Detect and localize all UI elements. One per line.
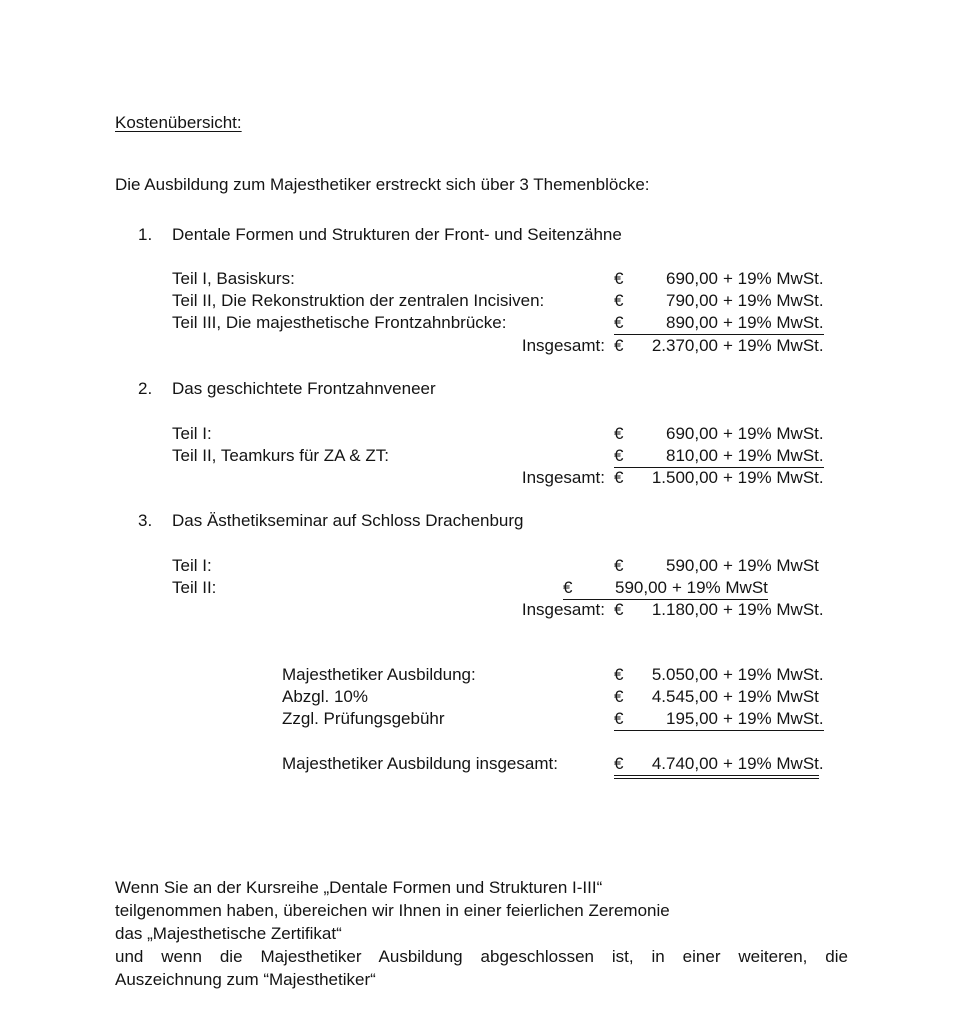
block-heading (0, 378, 966, 400)
amount: 590,00 (615, 578, 667, 597)
footer-line: Wenn Sie an der Kursreihe „Dentale Formen und Strukturen I-III“ (115, 878, 603, 897)
price-row (0, 445, 966, 467)
vat-suffix: + 19% MwSt. (723, 424, 824, 443)
subtotal-label: Insgesamt: (521, 468, 605, 487)
grand-total-value (614, 753, 824, 779)
subtotal-label: Insgesamt: (521, 600, 605, 619)
price-value (614, 290, 824, 312)
amount: 690,00 (666, 424, 718, 443)
block-heading (0, 224, 966, 246)
subtotal-value (614, 467, 824, 489)
row-label: Teil I, Basiskurs: (172, 269, 295, 288)
block-heading-text: Das geschichtete Frontzahnveneer (172, 379, 436, 398)
amount: 1.180,00 (651, 600, 718, 619)
block-heading-text: Dentale Formen und Strukturen der Front- und Seitenzähne (172, 225, 622, 244)
vat-suffix: + 19% MwSt. (723, 269, 824, 288)
euro-sign: € (614, 709, 624, 728)
row-label: Teil I: (172, 424, 212, 443)
euro-sign: € (614, 446, 624, 465)
vat-suffix: + 19% MwSt. (723, 665, 824, 684)
amount: 195,00 (666, 709, 718, 728)
euro-sign: € (614, 313, 624, 332)
block-heading (0, 510, 966, 532)
amount: 810,00 (666, 446, 718, 465)
intro-text: Die Ausbildung zum Majesthetiker erstreckt sich über 3 Themenblöcke: (115, 175, 650, 194)
vat-suffix: + 19% MwSt. (723, 468, 824, 487)
row-label: Teil III, Die majesthetische Frontzahnbrücke: (172, 313, 507, 332)
amount: 4.740,00 (651, 754, 718, 773)
vat-suffix: + 19% MwSt. (723, 600, 824, 619)
summary-row (0, 664, 966, 686)
grand-total-label: Majesthetiker Ausbildung insgesamt: (282, 754, 558, 773)
amount: 690,00 (666, 269, 718, 288)
euro-sign: € (614, 336, 624, 355)
amount: 4.545,00 (651, 687, 718, 706)
euro-sign: € (614, 687, 624, 706)
row-label: Teil I: (172, 556, 212, 575)
price-value (614, 664, 824, 686)
price-row (0, 423, 966, 445)
price-row (0, 577, 966, 599)
summary-label: Abzgl. 10% (282, 687, 368, 706)
footer-line-justified: und wenn die Majesthetiker Ausbildung abgeschlossen ist, in einer weiteren, die (115, 947, 848, 966)
price-value-underlined (563, 577, 768, 600)
row-label: Teil II, Teamkurs für ZA & ZT: (172, 446, 389, 465)
summary-label: Majesthetiker Ausbildung: (282, 665, 476, 684)
euro-sign: € (614, 424, 624, 443)
subtotal-row (0, 599, 966, 621)
price-value (614, 268, 824, 290)
grand-total-row (0, 753, 966, 775)
footer-line: das „Majesthetische Zertifikat“ (115, 924, 342, 943)
price-row (0, 312, 966, 334)
amount: 2.370,00 (651, 336, 718, 355)
subtotal-label: Insgesamt: (521, 336, 605, 355)
subtotal-row (0, 335, 966, 357)
price-value (614, 686, 819, 708)
block-number: 2. (138, 379, 153, 398)
price-row (0, 555, 966, 577)
vat-suffix: + 19% MwSt (723, 556, 819, 575)
title-line (0, 112, 966, 134)
price-value-underlined (614, 708, 824, 731)
euro-sign: € (614, 291, 624, 310)
vat-suffix: + 19% MwSt. (723, 446, 824, 465)
euro-sign: € (614, 556, 624, 575)
euro-sign: € (614, 754, 624, 773)
price-value (614, 555, 819, 577)
vat-suffix: + 19% MwSt (723, 687, 819, 706)
block-heading-text: Das Ästhetikseminar auf Schloss Drachenburg (172, 511, 524, 530)
amount: 890,00 (666, 313, 718, 332)
page-title: Kostenübersicht: (115, 113, 242, 132)
euro-sign: € (614, 468, 624, 487)
vat-suffix: + 19% MwSt. (723, 709, 824, 728)
price-value-underlined (614, 312, 824, 335)
summary-row (0, 686, 966, 708)
summary-label: Zzgl. Prüfungsgebühr (282, 709, 445, 728)
vat-suffix: + 19% MwSt. (723, 313, 824, 332)
subtotal-value (614, 599, 824, 621)
block-number: 3. (138, 511, 153, 530)
vat-suffix: + 19% MwSt (672, 578, 768, 597)
price-value (614, 423, 824, 445)
intro-line (0, 174, 966, 196)
subtotal-row (0, 467, 966, 489)
euro-sign: € (614, 665, 624, 684)
footer-line: teilgenommen haben, übereichen wir Ihnen in einer feierlichen Zeremonie (115, 901, 670, 920)
amount: 590,00 (666, 556, 718, 575)
amount: 5.050,00 (651, 665, 718, 684)
block-number: 1. (138, 225, 153, 244)
euro-sign: € (563, 578, 573, 597)
row-label: Teil II, Die Rekonstruktion der zentralen Incisiven: (172, 291, 545, 310)
price-row (0, 268, 966, 290)
subtotal-value (614, 335, 824, 357)
vat-suffix: + 19% MwSt. (723, 291, 824, 310)
vat-suffix: + 19% MwSt (723, 754, 819, 773)
amount: 790,00 (666, 291, 718, 310)
amount: 1.500,00 (651, 468, 718, 487)
euro-sign: € (614, 600, 624, 619)
trailing-period: . (818, 754, 824, 773)
euro-sign: € (614, 269, 624, 288)
footer-line: Auszeichnung zum “Majesthetiker“ (115, 970, 376, 989)
row-label: Teil II: (172, 578, 217, 597)
summary-row (0, 708, 966, 730)
price-row (0, 290, 966, 312)
vat-suffix: + 19% MwSt. (723, 336, 824, 355)
price-value-underlined (614, 445, 824, 468)
